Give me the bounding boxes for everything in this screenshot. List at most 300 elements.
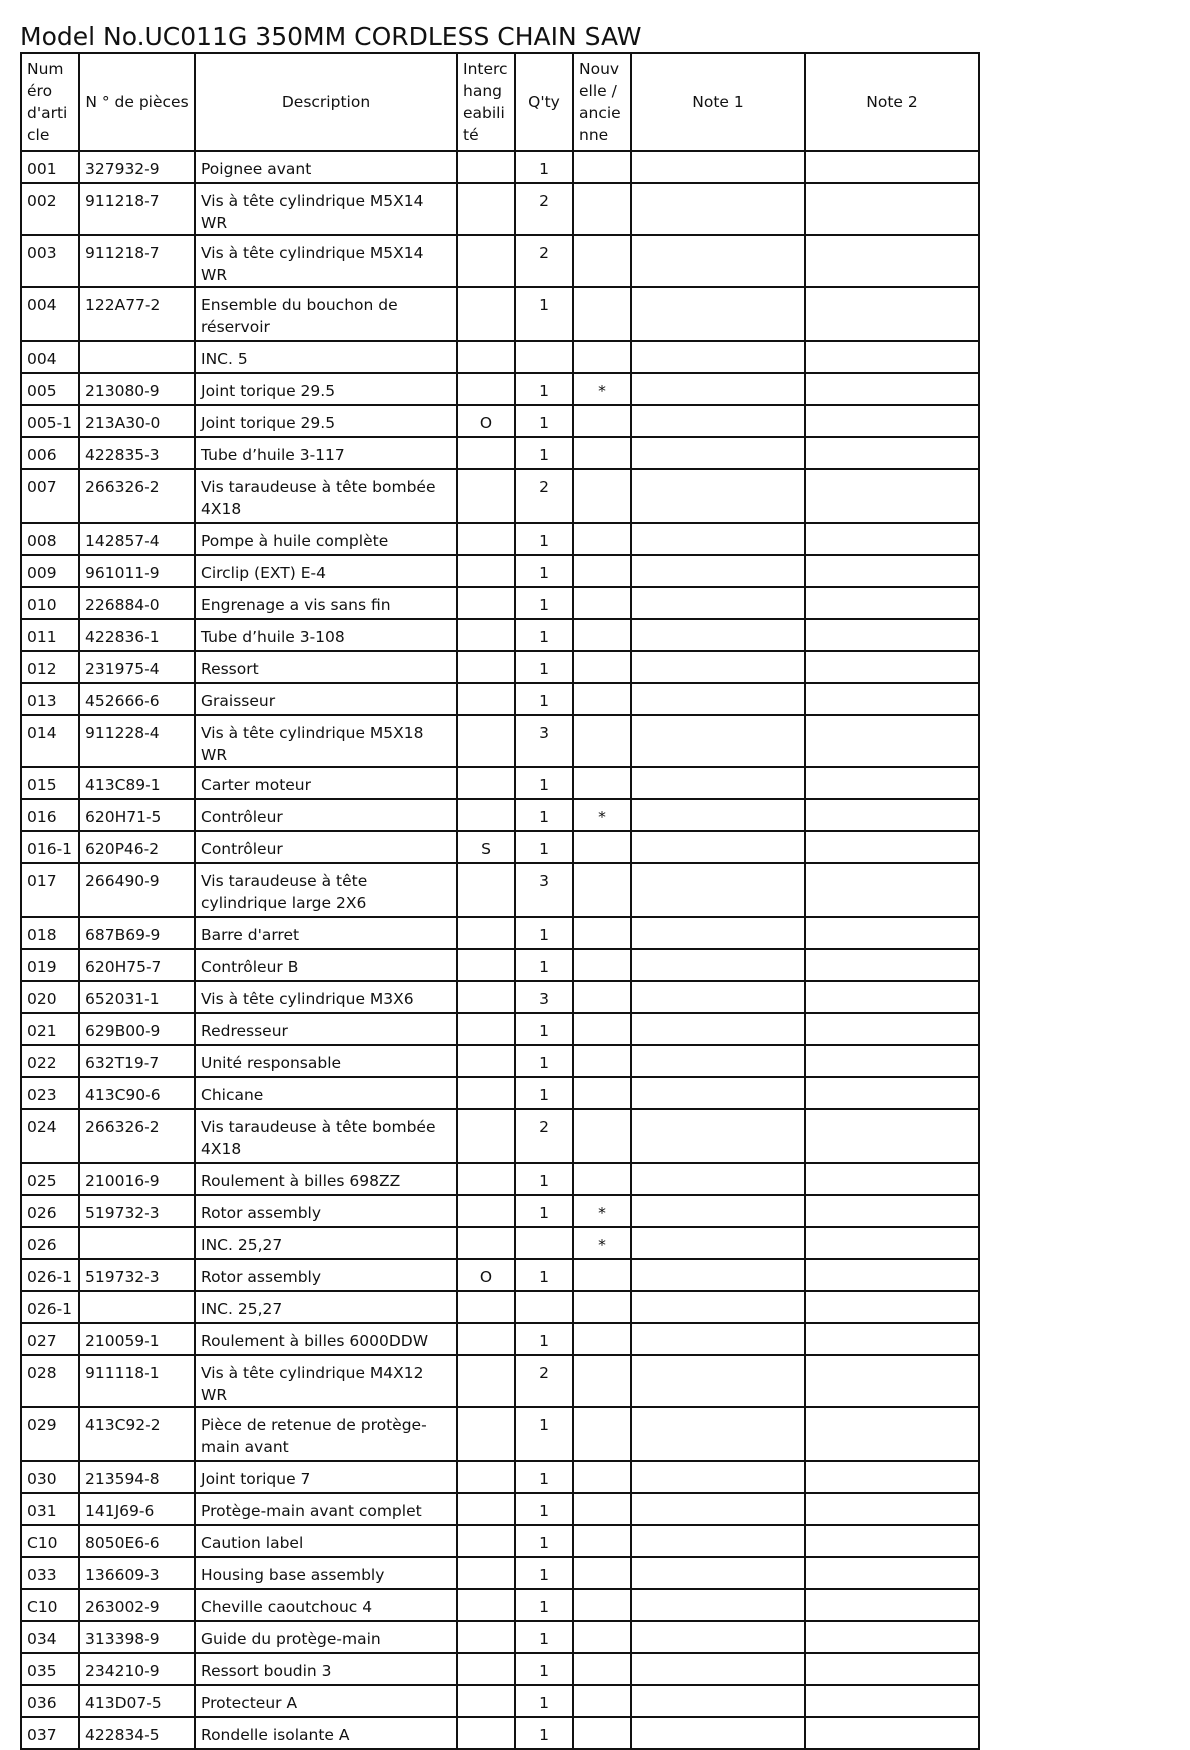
table-row <box>21 981 979 1013</box>
new-old-cell <box>573 1013 631 1045</box>
part-number-cell: 327932-9 <box>79 151 195 183</box>
item-number-cell: 021 <box>21 1013 79 1045</box>
part-number-cell <box>79 1227 195 1259</box>
new-old-cell <box>573 1045 631 1077</box>
item-number-cell: 031 <box>21 1493 79 1525</box>
interchangeability-cell <box>457 555 515 587</box>
table-row <box>21 1109 979 1163</box>
interchangeability-cell <box>457 1323 515 1355</box>
interchangeability-cell <box>457 1227 515 1259</box>
quantity-cell: 1 <box>515 1259 573 1291</box>
new-old-cell: * <box>573 799 631 831</box>
note1-cell <box>631 1525 805 1557</box>
table-row <box>21 863 979 917</box>
description-cell: Pompe à huile complète <box>195 523 457 555</box>
note1-cell <box>631 949 805 981</box>
interchangeability-cell <box>457 469 515 523</box>
part-number-cell: 136609-3 <box>79 1557 195 1589</box>
table-row <box>21 1195 979 1227</box>
interchangeability-cell <box>457 1461 515 1493</box>
note2-cell <box>805 683 979 715</box>
table-row <box>21 1323 979 1355</box>
new-old-cell <box>573 1621 631 1653</box>
note1-cell <box>631 619 805 651</box>
table-row <box>21 683 979 715</box>
new-old-cell <box>573 1557 631 1589</box>
note2-cell <box>805 981 979 1013</box>
note1-cell <box>631 1195 805 1227</box>
part-number-cell: 313398-9 <box>79 1621 195 1653</box>
interchangeability-cell <box>457 1163 515 1195</box>
note1-cell <box>631 1045 805 1077</box>
quantity-cell: 1 <box>515 555 573 587</box>
quantity-cell: 1 <box>515 287 573 341</box>
description-cell: Vis taraudeuse à tête cylindrique large 2X6 <box>195 863 457 917</box>
new-old-cell <box>573 1323 631 1355</box>
item-number-cell: 035 <box>21 1653 79 1685</box>
item-number-cell: 037 <box>21 1717 79 1749</box>
interchangeability-cell <box>457 437 515 469</box>
interchangeability-cell <box>457 1291 515 1323</box>
new-old-cell: * <box>573 1195 631 1227</box>
note2-cell <box>805 1259 979 1291</box>
quantity-cell: 3 <box>515 715 573 767</box>
note2-cell <box>805 555 979 587</box>
item-number-cell: C10 <box>21 1525 79 1557</box>
new-old-cell <box>573 287 631 341</box>
header-note1: Note 1 <box>631 53 805 151</box>
item-number-cell: 022 <box>21 1045 79 1077</box>
description-cell: Ressort boudin 3 <box>195 1653 457 1685</box>
quantity-cell: 1 <box>515 1525 573 1557</box>
table-row <box>21 619 979 651</box>
note2-cell <box>805 917 979 949</box>
parts-table <box>20 52 980 1750</box>
table-row <box>21 235 979 287</box>
note1-cell <box>631 1557 805 1589</box>
quantity-cell: 1 <box>515 1461 573 1493</box>
quantity-cell <box>515 1291 573 1323</box>
quantity-cell: 1 <box>515 1557 573 1589</box>
item-number-cell: 011 <box>21 619 79 651</box>
quantity-cell: 1 <box>515 373 573 405</box>
item-number-cell: 015 <box>21 767 79 799</box>
quantity-cell: 2 <box>515 1355 573 1407</box>
description-cell: Chicane <box>195 1077 457 1109</box>
quantity-cell: 1 <box>515 799 573 831</box>
note2-cell <box>805 1077 979 1109</box>
note2-cell <box>805 1621 979 1653</box>
new-old-cell <box>573 555 631 587</box>
new-old-cell <box>573 651 631 683</box>
new-old-cell <box>573 523 631 555</box>
interchangeability-cell <box>457 341 515 373</box>
item-number-cell: 006 <box>21 437 79 469</box>
interchangeability-cell <box>457 767 515 799</box>
table-row <box>21 1291 979 1323</box>
interchangeability-cell <box>457 1717 515 1749</box>
table-row <box>21 1355 979 1407</box>
note1-cell <box>631 863 805 917</box>
description-cell: Contrôleur B <box>195 949 457 981</box>
note2-cell <box>805 1407 979 1461</box>
description-cell: Joint torique 7 <box>195 1461 457 1493</box>
interchangeability-cell <box>457 183 515 235</box>
header-qty: Q'ty <box>515 53 573 151</box>
description-cell: Carter moteur <box>195 767 457 799</box>
interchangeability-cell <box>457 981 515 1013</box>
new-old-cell <box>573 405 631 437</box>
interchangeability-cell <box>457 1045 515 1077</box>
part-number-cell: 652031-1 <box>79 981 195 1013</box>
item-number-cell: 027 <box>21 1323 79 1355</box>
description-cell: Circlip (EXT) E-4 <box>195 555 457 587</box>
note2-cell <box>805 1355 979 1407</box>
part-number-cell: 8050E6-6 <box>79 1525 195 1557</box>
note1-cell <box>631 1013 805 1045</box>
table-row <box>21 1653 979 1685</box>
part-number-cell: 210016-9 <box>79 1163 195 1195</box>
item-number-cell: 005-1 <box>21 405 79 437</box>
part-number-cell: 452666-6 <box>79 683 195 715</box>
header-description: Description <box>195 53 457 151</box>
part-number-cell: 213080-9 <box>79 373 195 405</box>
description-cell: Barre d'arret <box>195 917 457 949</box>
item-number-cell: C10 <box>21 1589 79 1621</box>
note2-cell <box>805 287 979 341</box>
table-row <box>21 651 979 683</box>
part-number-cell: 213594-8 <box>79 1461 195 1493</box>
part-number-cell: 620H75-7 <box>79 949 195 981</box>
table-row <box>21 1525 979 1557</box>
table-row <box>21 1685 979 1717</box>
interchangeability-cell <box>457 1407 515 1461</box>
table-row <box>21 715 979 767</box>
part-number-cell: 141J69-6 <box>79 1493 195 1525</box>
part-number-cell: 422834-5 <box>79 1717 195 1749</box>
description-cell: Graisseur <box>195 683 457 715</box>
part-number-cell: 519732-3 <box>79 1195 195 1227</box>
table-row <box>21 1557 979 1589</box>
note2-cell <box>805 1525 979 1557</box>
interchangeability-cell <box>457 1525 515 1557</box>
description-cell: Protecteur A <box>195 1685 457 1717</box>
description-cell: Rotor assembly <box>195 1195 457 1227</box>
description-cell: Redresseur <box>195 1013 457 1045</box>
item-number-cell: 005 <box>21 373 79 405</box>
new-old-cell <box>573 1589 631 1621</box>
quantity-cell: 1 <box>515 1195 573 1227</box>
table-row <box>21 587 979 619</box>
new-old-cell <box>573 831 631 863</box>
description-cell: Ensemble du bouchon de réservoir <box>195 287 457 341</box>
description-cell: Joint torique 29.5 <box>195 405 457 437</box>
note2-cell <box>805 619 979 651</box>
note2-cell <box>805 949 979 981</box>
new-old-cell <box>573 235 631 287</box>
description-cell: Tube d’huile 3-108 <box>195 619 457 651</box>
item-number-cell: 009 <box>21 555 79 587</box>
note1-cell <box>631 1717 805 1749</box>
note2-cell <box>805 651 979 683</box>
item-number-cell: 028 <box>21 1355 79 1407</box>
table-row <box>21 831 979 863</box>
quantity-cell: 1 <box>515 1077 573 1109</box>
note1-cell <box>631 799 805 831</box>
table-row <box>21 1163 979 1195</box>
new-old-cell <box>573 437 631 469</box>
note1-cell <box>631 405 805 437</box>
quantity-cell: 2 <box>515 469 573 523</box>
note1-cell <box>631 1291 805 1323</box>
quantity-cell: 1 <box>515 405 573 437</box>
new-old-cell <box>573 1525 631 1557</box>
interchangeability-cell <box>457 1195 515 1227</box>
description-cell: Vis taraudeuse à tête bombée 4X18 <box>195 1109 457 1163</box>
interchangeability-cell <box>457 1109 515 1163</box>
note1-cell <box>631 1163 805 1195</box>
note1-cell <box>631 235 805 287</box>
part-number-cell: 629B00-9 <box>79 1013 195 1045</box>
quantity-cell: 2 <box>515 183 573 235</box>
note2-cell <box>805 1227 979 1259</box>
quantity-cell <box>515 341 573 373</box>
description-cell: Roulement à billes 698ZZ <box>195 1163 457 1195</box>
part-number-cell: 911218-7 <box>79 235 195 287</box>
part-number-cell: 234210-9 <box>79 1653 195 1685</box>
header-interchangeability: Interchangeabilité <box>457 53 515 151</box>
description-cell: Housing base assembly <box>195 1557 457 1589</box>
note2-cell <box>805 1557 979 1589</box>
interchangeability-cell <box>457 1493 515 1525</box>
interchangeability-cell <box>457 587 515 619</box>
interchangeability-cell <box>457 863 515 917</box>
table-row <box>21 1589 979 1621</box>
new-old-cell <box>573 917 631 949</box>
quantity-cell: 1 <box>515 1493 573 1525</box>
item-number-cell: 007 <box>21 469 79 523</box>
part-number-cell: 911118-1 <box>79 1355 195 1407</box>
quantity-cell: 2 <box>515 1109 573 1163</box>
new-old-cell <box>573 1461 631 1493</box>
quantity-cell: 1 <box>515 917 573 949</box>
quantity-cell: 1 <box>515 1323 573 1355</box>
note1-cell <box>631 1685 805 1717</box>
quantity-cell: 1 <box>515 1653 573 1685</box>
quantity-cell: 1 <box>515 619 573 651</box>
part-number-cell: 413C90-6 <box>79 1077 195 1109</box>
table-row <box>21 1259 979 1291</box>
header-new-old: Nouvelle / ancienne <box>573 53 631 151</box>
note1-cell <box>631 183 805 235</box>
table-row <box>21 1407 979 1461</box>
note1-cell <box>631 287 805 341</box>
note2-cell <box>805 469 979 523</box>
part-number-cell: 632T19-7 <box>79 1045 195 1077</box>
note1-cell <box>631 1355 805 1407</box>
note2-cell <box>805 1653 979 1685</box>
note1-cell <box>631 1109 805 1163</box>
part-number-cell: 263002-9 <box>79 1589 195 1621</box>
interchangeability-cell <box>457 373 515 405</box>
description-cell: Vis à tête cylindrique M3X6 <box>195 981 457 1013</box>
interchangeability-cell <box>457 1653 515 1685</box>
interchangeability-cell <box>457 917 515 949</box>
quantity-cell: 2 <box>515 235 573 287</box>
description-cell: Engrenage a vis sans fin <box>195 587 457 619</box>
interchangeability-cell <box>457 651 515 683</box>
quantity-cell: 1 <box>515 1407 573 1461</box>
interchangeability-cell <box>457 619 515 651</box>
note2-cell <box>805 767 979 799</box>
table-row <box>21 523 979 555</box>
part-number-cell: 687B69-9 <box>79 917 195 949</box>
item-number-cell: 025 <box>21 1163 79 1195</box>
description-cell: Rondelle isolante A <box>195 1717 457 1749</box>
new-old-cell: * <box>573 1227 631 1259</box>
part-number-cell: 142857-4 <box>79 523 195 555</box>
note2-cell <box>805 341 979 373</box>
note1-cell <box>631 1589 805 1621</box>
description-cell: Vis à tête cylindrique M5X14 WR <box>195 183 457 235</box>
interchangeability-cell: S <box>457 831 515 863</box>
new-old-cell <box>573 1163 631 1195</box>
quantity-cell: 1 <box>515 1589 573 1621</box>
note2-cell <box>805 373 979 405</box>
table-row <box>21 1461 979 1493</box>
part-number-cell: 226884-0 <box>79 587 195 619</box>
note2-cell <box>805 183 979 235</box>
note1-cell <box>631 437 805 469</box>
description-cell: Tube d’huile 3-117 <box>195 437 457 469</box>
quantity-cell: 1 <box>515 651 573 683</box>
note2-cell <box>805 1163 979 1195</box>
note1-cell <box>631 151 805 183</box>
note1-cell <box>631 1621 805 1653</box>
description-cell: Pièce de retenue de protège-main avant <box>195 1407 457 1461</box>
new-old-cell <box>573 949 631 981</box>
item-number-cell: 003 <box>21 235 79 287</box>
part-number-cell: 911218-7 <box>79 183 195 235</box>
item-number-cell: 013 <box>21 683 79 715</box>
note2-cell <box>805 1461 979 1493</box>
interchangeability-cell <box>457 1589 515 1621</box>
note1-cell <box>631 767 805 799</box>
description-cell: Poignee avant <box>195 151 457 183</box>
interchangeability-cell <box>457 523 515 555</box>
new-old-cell <box>573 1259 631 1291</box>
note2-cell <box>805 1685 979 1717</box>
note2-cell <box>805 235 979 287</box>
description-cell: Vis taraudeuse à tête bombée 4X18 <box>195 469 457 523</box>
note2-cell <box>805 715 979 767</box>
note2-cell <box>805 1045 979 1077</box>
table-row <box>21 917 979 949</box>
part-number-cell: 413C89-1 <box>79 767 195 799</box>
description-cell: Protège-main avant complet <box>195 1493 457 1525</box>
interchangeability-cell: O <box>457 405 515 437</box>
table-row <box>21 1077 979 1109</box>
note1-cell <box>631 683 805 715</box>
part-number-cell: 911228-4 <box>79 715 195 767</box>
description-cell: Joint torique 29.5 <box>195 373 457 405</box>
quantity-cell: 1 <box>515 1163 573 1195</box>
new-old-cell <box>573 619 631 651</box>
interchangeability-cell <box>457 715 515 767</box>
interchangeability-cell <box>457 151 515 183</box>
item-number-cell: 020 <box>21 981 79 1013</box>
description-cell: Vis à tête cylindrique M5X18 WR <box>195 715 457 767</box>
part-number-cell: 519732-3 <box>79 1259 195 1291</box>
note1-cell <box>631 1323 805 1355</box>
item-number-cell: 034 <box>21 1621 79 1653</box>
table-row <box>21 341 979 373</box>
new-old-cell <box>573 1109 631 1163</box>
description-cell: Guide du protège-main <box>195 1621 457 1653</box>
table-row <box>21 555 979 587</box>
note2-cell <box>805 1717 979 1749</box>
item-number-cell: 029 <box>21 1407 79 1461</box>
note2-cell <box>805 1109 979 1163</box>
item-number-cell: 024 <box>21 1109 79 1163</box>
note1-cell <box>631 1227 805 1259</box>
note2-cell <box>805 1493 979 1525</box>
interchangeability-cell <box>457 1013 515 1045</box>
item-number-cell: 001 <box>21 151 79 183</box>
description-cell: Contrôleur <box>195 831 457 863</box>
note2-cell <box>805 831 979 863</box>
part-number-cell: 213A30-0 <box>79 405 195 437</box>
table-row <box>21 767 979 799</box>
new-old-cell <box>573 1355 631 1407</box>
part-number-cell: 266490-9 <box>79 863 195 917</box>
quantity-cell: 1 <box>515 1717 573 1749</box>
quantity-cell: 1 <box>515 831 573 863</box>
item-number-cell: 012 <box>21 651 79 683</box>
note1-cell <box>631 917 805 949</box>
note1-cell <box>631 555 805 587</box>
description-cell: Cheville caoutchouc 4 <box>195 1589 457 1621</box>
header-row <box>21 53 979 151</box>
table-row <box>21 437 979 469</box>
table-row <box>21 183 979 235</box>
description-cell: INC. 25,27 <box>195 1291 457 1323</box>
item-number-cell: 026-1 <box>21 1291 79 1323</box>
new-old-cell <box>573 1407 631 1461</box>
note2-cell <box>805 151 979 183</box>
header-note2: Note 2 <box>805 53 979 151</box>
item-number-cell: 008 <box>21 523 79 555</box>
interchangeability-cell <box>457 683 515 715</box>
page-title: Model No.UC011G 350MM CORDLESS CHAIN SAW <box>20 22 642 51</box>
item-number-cell: 010 <box>21 587 79 619</box>
note1-cell <box>631 1407 805 1461</box>
item-number-cell: 026 <box>21 1227 79 1259</box>
interchangeability-cell <box>457 1621 515 1653</box>
part-number-cell: 620H71-5 <box>79 799 195 831</box>
quantity-cell: 3 <box>515 863 573 917</box>
part-number-cell: 413C92-2 <box>79 1407 195 1461</box>
note2-cell <box>805 1013 979 1045</box>
note1-cell <box>631 981 805 1013</box>
part-number-cell: 422835-3 <box>79 437 195 469</box>
new-old-cell <box>573 863 631 917</box>
item-number-cell: 002 <box>21 183 79 235</box>
description-cell: Roulement à billes 6000DDW <box>195 1323 457 1355</box>
quantity-cell <box>515 1227 573 1259</box>
item-number-cell: 019 <box>21 949 79 981</box>
part-number-cell <box>79 341 195 373</box>
